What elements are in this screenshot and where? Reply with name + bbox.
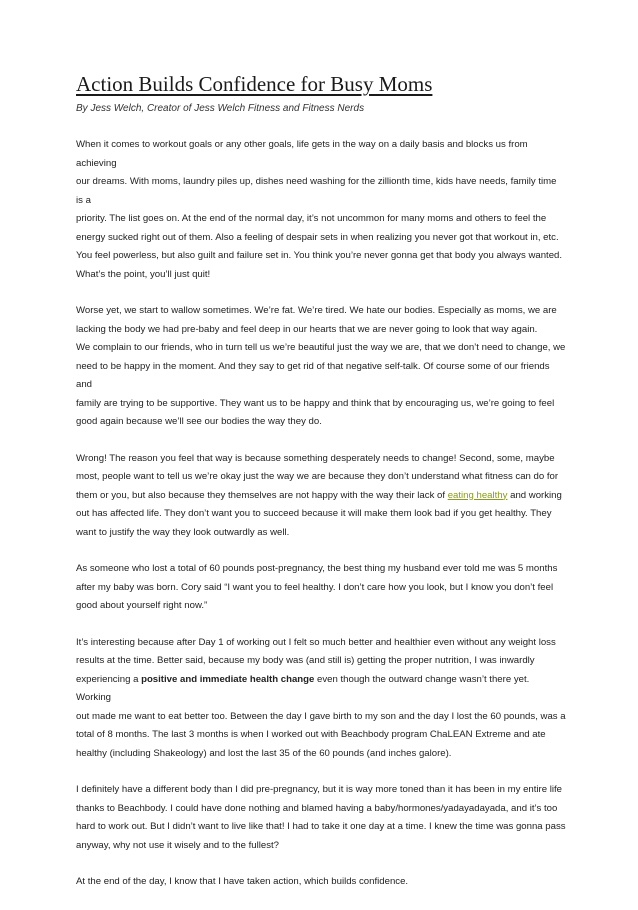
text-line: thanks to Beachbody. I could have done nothing and blamed having a baby/hormones/yadayadayada, and it’s too [76, 802, 558, 814]
text-line: anyway, why not use it wisely and to the fullest? [76, 839, 279, 851]
text-line: At the end of the day, I know that I have taken action, which builds confidence. [76, 876, 409, 887]
text-line: most, people want to tell us we’re okay just the way we are because they don’t understand what fitness can do for [76, 471, 559, 482]
text-line: energy sucked right out of them. Also a feeling of despair sets in when realizing you never got that workout in, etc. [76, 231, 559, 243]
text-line: Worse yet, we start to wallow sometimes. We’re fat. We’re tired. We hate our bodies. Especially as moms, we are [76, 305, 557, 316]
text-line [76, 671, 566, 708]
paragraph-2 [76, 302, 566, 432]
text-line: Wrong! The reason you feel that way is because something desperately needs to change! Second, some, maybe [76, 452, 555, 464]
text-line: I definitely have a different body than I did pre-pregnancy, but it is way more toned than it has been in my entire life [76, 784, 563, 795]
paragraph-1 [76, 136, 566, 284]
text-line: good about yourself right now.” [76, 600, 208, 611]
text-line: good again because we’ll see our bodies the way they do. [76, 416, 322, 427]
article-byline: By Jess Welch, Creator of Jess Welch Fitness and Fitness Nerds [76, 103, 365, 114]
text-line: out has affected life. They don’t want you to succeed because it will make them look bad if you get healthy. They [76, 508, 552, 519]
text-line: family are trying to be supportive. They want us to be happy and think that by encouraging us, we’re going to feel [76, 397, 555, 409]
text-line: our dreams. With moms, laundry piles up, dishes need washing for the zillionth time, kids have needs, family time is a [76, 176, 557, 206]
text-line: You feel powerless, but also guilt and failure set in. You think you’re never gonna get that body you always wanted. [76, 250, 563, 261]
text-line: What’s the point, you’ll just quit! [76, 268, 211, 280]
article-title: Action Builds Confidence for Busy Moms [76, 72, 433, 96]
text-line [76, 487, 566, 506]
text-segment: even though the outward change wasn’t there yet. Working [76, 673, 530, 703]
text-line: It’s interesting because after Day 1 of working out I felt so much better and healthier even without any weight loss [76, 636, 556, 648]
paragraph-5 [76, 634, 566, 764]
text-line: lacking the body we had pre-baby and feel deep in our hearts that we are never going to look that way again. [76, 323, 538, 335]
article [76, 70, 566, 910]
paragraph-3 [76, 450, 566, 543]
text-line: need to be happy in the moment. And they say to get rid of that negative self-talk. Of course some of our friends and [76, 360, 550, 390]
eating-healthy-link[interactable]: eating healthy [447, 489, 508, 501]
text-line: healthy (including Shakeology) and lost the last 35 of the 60 pounds (and inches galore). [76, 747, 452, 759]
text-segment: and working [507, 489, 562, 501]
paragraph-6 [76, 781, 566, 855]
text-line: out made me want to eat better too. Between the day I gave birth to my son and the day I lost the 60 pounds, was a [76, 710, 566, 722]
text-segment: them or you, but also because they themselves are not happy with the way their lack of [76, 489, 448, 501]
paragraph-7 [76, 873, 566, 892]
text-line: As someone who lost a total of 60 pounds post-pregnancy, the best thing my husband ever told me was 5 months [76, 563, 558, 574]
text-segment: experiencing a [76, 673, 142, 685]
text-line: results at the time. Better said, because my body was (and still is) getting the proper nutrition, I was inwardly [76, 655, 535, 666]
text-line: want to justify the way they look outwardly as well. [76, 526, 290, 538]
emphasis-text: positive and immediate health change [141, 673, 315, 685]
text-line: after my baby was born. Cory said “I want you to feel healthy. I don’t care how you look, but I know you don’t feel [76, 581, 554, 593]
text-line: priority. The list goes on. At the end of the normal day, it’s not uncommon for many moms and others to feel the [76, 213, 547, 224]
text-line: hard to work out. But I didn’t want to live like that! I had to take it one day at a time. I knew the time was gonna pass [76, 821, 566, 832]
text-line: When it comes to workout goals or any other goals, life gets in the way on a daily basis and blocks us from achieving [76, 139, 528, 169]
paragraph-4 [76, 560, 566, 616]
text-line: We complain to our friends, who in turn tell us we’re beautiful just the way we are, that we don’t need to change, we [76, 342, 566, 353]
text-line: total of 8 months. The last 3 months is when I worked out with Beachbody program ChaLEAN Extreme and ate [76, 729, 546, 740]
